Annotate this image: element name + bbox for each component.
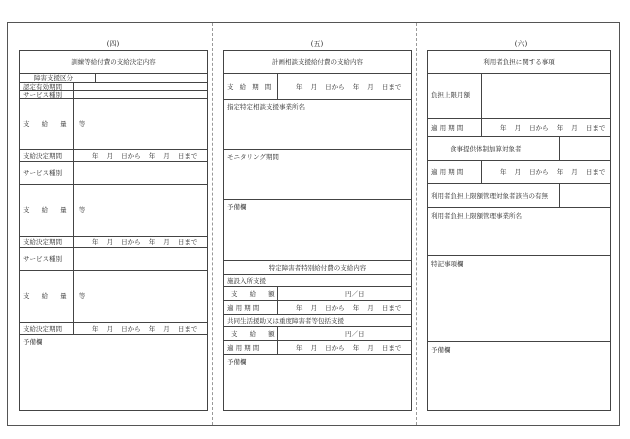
meal-target-label: 食事提供体制加算対象者 <box>450 145 522 153</box>
office-name-label: 指定特定相談支援事業所名 <box>227 103 305 111</box>
amount-label: 支 給 量 等 <box>23 292 91 300</box>
amount-label: 支 給 額 <box>231 330 280 338</box>
date-range: 年 月 日から 年 月 日まで <box>500 168 606 176</box>
service-type-label: サービス種別 <box>23 255 62 263</box>
period-label: 支 給 期 間 <box>227 83 274 91</box>
certificate-sheet <box>7 22 620 426</box>
panel-training-benefits <box>19 50 208 411</box>
decision-period-label: 支給決定期間 <box>23 238 62 246</box>
cert-period-label: 認定有効期間 <box>23 83 62 91</box>
decision-period-label: 支給決定期間 <box>23 152 62 160</box>
monthly-cap-label: 負担上限月額 <box>431 91 470 99</box>
apply-period-label: 適 用 期 間 <box>431 168 464 176</box>
amount-label: 支 給 量 等 <box>23 206 91 214</box>
date-range: 年 月 日から 年 月 日まで <box>296 83 402 91</box>
date-range: 年 月 日から 年 月 日まで <box>500 124 606 132</box>
apply-period-label: 適 用 期 間 <box>227 344 260 352</box>
panel-title: 利用者負担に関する事項 <box>483 58 555 66</box>
panel-consultation-benefits <box>223 50 412 411</box>
monitoring-label: モニタリング期間 <box>227 153 279 161</box>
panel-title: 訓練等給付費の支給決定内容 <box>71 58 156 66</box>
fold-line <box>212 23 213 425</box>
per-day-unit: 円／日 <box>345 330 365 338</box>
date-range: 年 月 日から 年 月 日まで <box>92 152 198 160</box>
facility-label: 施設入所支援 <box>227 277 266 285</box>
fold-line <box>416 23 417 425</box>
apply-period-label: 適 用 期 間 <box>431 124 464 132</box>
cap-office-label: 利用者負担上限額管理事業所名 <box>431 212 522 220</box>
disability-class-label: 障害支援区分 <box>34 74 73 82</box>
decision-period-label: 支給決定期間 <box>23 325 62 333</box>
date-range: 年 月 日から 年 月 日まで <box>296 304 402 312</box>
per-day-unit: 円／日 <box>345 290 365 298</box>
service-type-label: サービス種別 <box>23 91 62 99</box>
amount-label: 支 給 額 <box>231 290 280 298</box>
service-type-label: サービス種別 <box>23 169 62 177</box>
section-header-6: (六) <box>514 40 528 48</box>
date-range: 年 月 日から 年 月 日まで <box>296 344 402 352</box>
panel-title: 計画相談支援給付費の支給内容 <box>272 58 363 66</box>
remarks-label: 予備欄 <box>227 203 247 211</box>
date-range: 年 月 日から 年 月 日まで <box>92 238 198 246</box>
remarks-label: 予備欄 <box>23 338 43 346</box>
notes-label: 特記事項欄 <box>431 260 464 268</box>
apply-period-label: 適 用 期 間 <box>227 304 260 312</box>
cap-mgmt-label: 利用者負担上限額管理対象者該当の有無 <box>431 192 548 200</box>
special-benefit-title: 特定障害者特別給付費の支給内容 <box>268 264 367 272</box>
amount-label: 支 給 量 等 <box>23 120 91 128</box>
panel-user-burden <box>427 50 611 411</box>
section-header-4: (四) <box>106 40 120 48</box>
date-range: 年 月 日から 年 月 日まで <box>92 325 198 333</box>
remarks-label: 予備欄 <box>227 358 247 366</box>
group-home-label: 共同生活援助又は重度障害者等包括支援 <box>227 317 344 325</box>
section-header-5: (五) <box>310 40 324 48</box>
remarks-label: 予備欄 <box>431 346 451 354</box>
